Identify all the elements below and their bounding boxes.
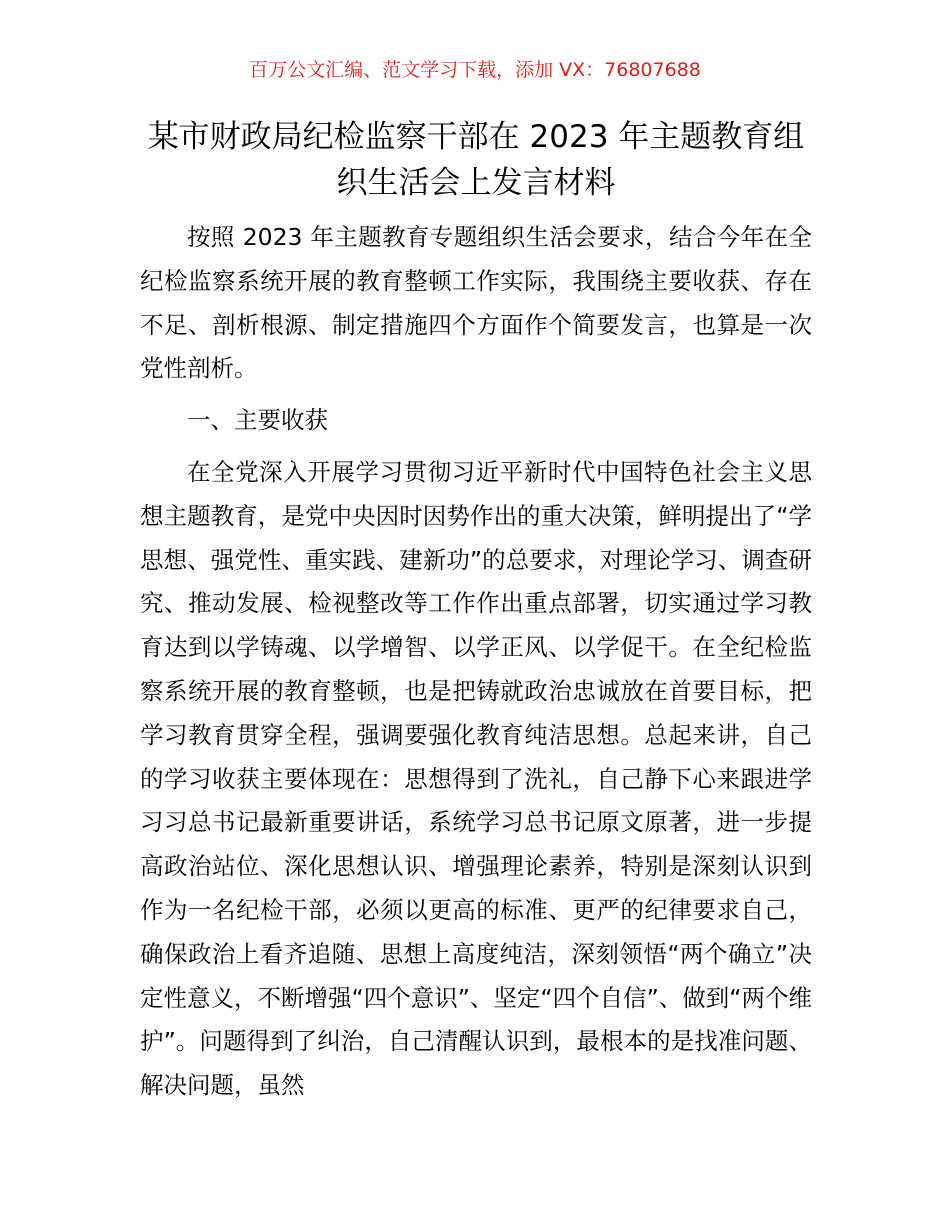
- intro-paragraph: 按照 2023 年主题教育专题组织生活会要求，结合今年在全纪检监察系统开展的教育整顿工作实际，我围绕主要收获、存在不足、剖析根源、制定措施四个方面作个简要发言，也算是一次党性剖析。: [140, 223, 812, 383]
- section-body-main-gains: 在全党深入开展学习贯彻习近平新时代中国特色社会主义思想主题教育，是党中央因时因势作出的重大决策，鲜明提出了“学思想、强党性、重实践、建新功”的总要求，对理论学习、调查研究、推动发展、检视整改等工作作出重点部署，切实通过学习教育达到以学铸魂、以学增智、以学正风、以学促干。在全纪检监察系统开展的教育整顿，也是把铸就政治忠诚放在首要目标，把学习教育贯穿全程，强调要强化教育纯洁思想。总起来讲，自己的学习收获主要体现在：思想得到了洗礼，自己静下心来跟进学习习总书记最新重要讲话，系统学习总书记原文原著，进一步提高政治站位、深化思想认识、增强理论素养，特别是深刻认识到作为一名纪检干部，必须以更高的标准、更严的纪律要求自己，确保政治上看齐追随、思想上高度纯洁，深刻领悟“两个确立”决定性意义，不断增强“四个意识”、坚定“四个自信”、做到“两个维护”。问题得到了纠治，自己清醒认识到，最根本的是找准问题、解决问题，虽然: [140, 457, 812, 1100]
- promo-header-note: 百万公文汇编、范文学习下载，添加 VX：76807688: [249, 59, 701, 81]
- document-title: 某市财政局纪检监察干部在 2023 年主题教育组织生活会上发言材料: [147, 119, 805, 201]
- section-heading-main-gains: 一、主要收获: [187, 406, 328, 435]
- document-body: [140, 216, 812, 1108]
